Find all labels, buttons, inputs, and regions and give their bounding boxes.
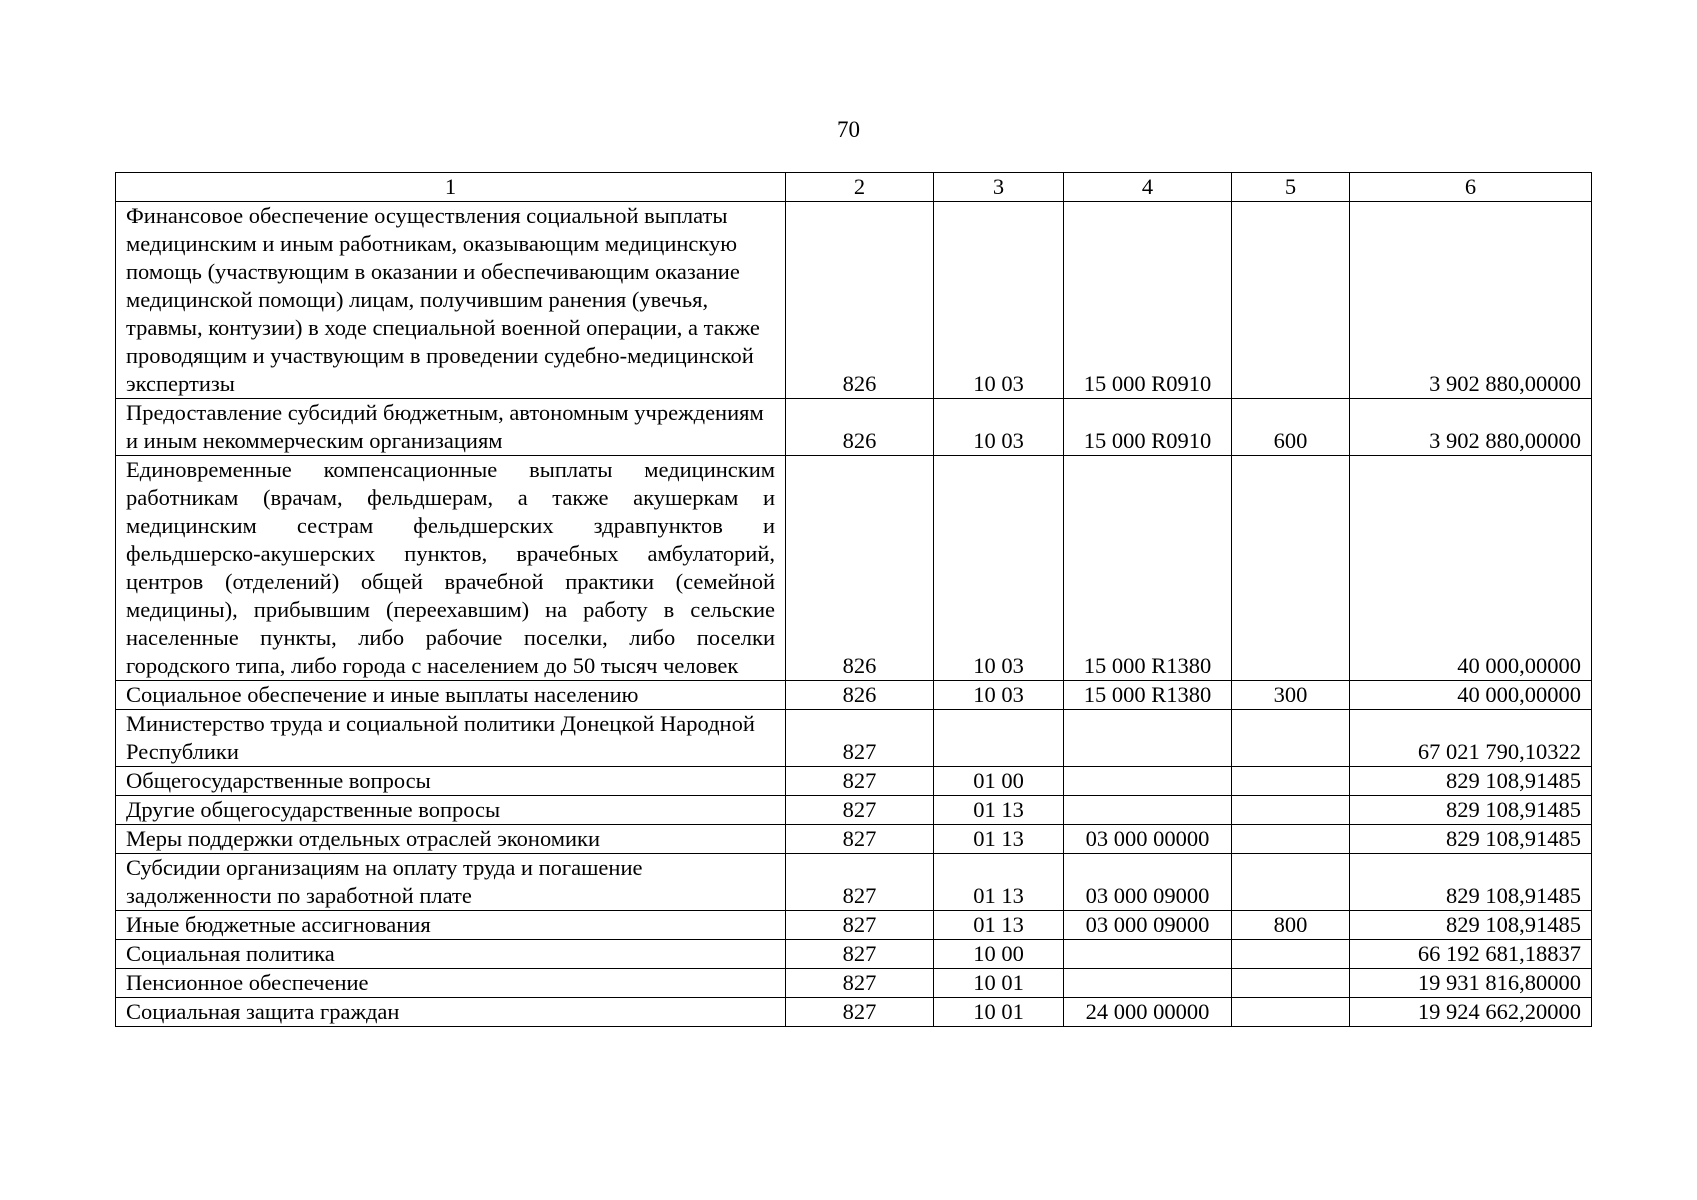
row-chapter: 826 <box>786 681 934 710</box>
row-chapter: 827 <box>786 796 934 825</box>
table-row <box>116 854 1592 911</box>
row-expense <box>1232 767 1350 796</box>
row-target <box>1064 940 1232 969</box>
row-expense <box>1232 940 1350 969</box>
header-cell-6: 6 <box>1350 173 1592 202</box>
row-target <box>1064 767 1232 796</box>
budget-table <box>115 172 1592 1027</box>
row-expense: 600 <box>1232 399 1350 456</box>
row-sum: 67 021 790,10322 <box>1350 710 1592 767</box>
row-expense <box>1232 969 1350 998</box>
row-section: 10 00 <box>934 940 1064 969</box>
row-name: Пенсионное обеспечение <box>116 969 786 998</box>
row-sum: 3 902 880,00000 <box>1350 399 1592 456</box>
row-name: Социальная политика <box>116 940 786 969</box>
row-name: Предоставление субсидий бюджетным, автономным учреждениям и иным некоммерческим организациям <box>116 399 786 456</box>
page-number: 70 <box>837 117 860 142</box>
row-name: Единовременные компенсационные выплаты медицинским работникам (врачам, фельдшерам, а также акушеркам и медицинским сестрам фельдшерских здравпунктов и фельдшерско-акушерских пунктов, врачебных амбулаторий, центров (отделений) общей врачебной практики (семейной медицины), прибывшим (переехавшим) на работу в сельские населенные пункты, либо рабочие поселки, либо поселки городского типа, либо города с населением до 50 тысяч человек <box>116 456 786 681</box>
row-target <box>1064 969 1232 998</box>
row-name: Социальное обеспечение и иные выплаты населению <box>116 681 786 710</box>
row-expense <box>1232 854 1350 911</box>
row-expense <box>1232 202 1350 399</box>
header-cell-3: 3 <box>934 173 1064 202</box>
row-section: 10 03 <box>934 399 1064 456</box>
row-section: 01 13 <box>934 911 1064 940</box>
row-sum: 829 108,91485 <box>1350 854 1592 911</box>
header-cell-1: 1 <box>116 173 786 202</box>
row-name: Меры поддержки отдельных отраслей экономики <box>116 825 786 854</box>
row-expense: 800 <box>1232 911 1350 940</box>
row-section: 01 13 <box>934 796 1064 825</box>
row-target: 15 000 R1380 <box>1064 681 1232 710</box>
row-name: Другие общегосударственные вопросы <box>116 796 786 825</box>
table-row <box>116 969 1592 998</box>
row-name: Министерство труда и социальной политики Донецкой Народной Республики <box>116 710 786 767</box>
table-row <box>116 998 1592 1027</box>
row-expense <box>1232 825 1350 854</box>
row-chapter: 827 <box>786 710 934 767</box>
row-section: 10 03 <box>934 681 1064 710</box>
row-sum: 19 931 816,80000 <box>1350 969 1592 998</box>
row-chapter: 826 <box>786 202 934 399</box>
row-target: 15 000 R0910 <box>1064 202 1232 399</box>
row-sum: 829 108,91485 <box>1350 825 1592 854</box>
row-sum: 66 192 681,18837 <box>1350 940 1592 969</box>
row-expense <box>1232 796 1350 825</box>
row-section <box>934 710 1064 767</box>
row-target <box>1064 796 1232 825</box>
row-section: 10 01 <box>934 998 1064 1027</box>
row-target <box>1064 710 1232 767</box>
row-name: Общегосударственные вопросы <box>116 767 786 796</box>
row-target: 03 000 09000 <box>1064 854 1232 911</box>
row-section: 10 03 <box>934 202 1064 399</box>
table-row <box>116 456 1592 681</box>
table-row <box>116 399 1592 456</box>
table-row <box>116 911 1592 940</box>
row-name: Финансовое обеспечение осуществления социальной выплаты медицинским и иным работникам, оказывающим медицинскую помощь (участвующим в оказании и обеспечивающим оказание медицинской помощи) лицам, получившим ранения (увечья, травмы, контузии) в ходе специальной военной операции, а также проводящим и участвующим в проведении судебно-медицинской экспертизы <box>116 202 786 399</box>
row-chapter: 827 <box>786 911 934 940</box>
row-target: 15 000 R0910 <box>1064 399 1232 456</box>
row-target: 24 000 00000 <box>1064 998 1232 1027</box>
row-target: 03 000 00000 <box>1064 825 1232 854</box>
row-section: 01 13 <box>934 854 1064 911</box>
row-section: 10 01 <box>934 969 1064 998</box>
row-target: 03 000 09000 <box>1064 911 1232 940</box>
row-chapter: 827 <box>786 767 934 796</box>
row-expense <box>1232 710 1350 767</box>
row-sum: 829 108,91485 <box>1350 767 1592 796</box>
row-sum: 40 000,00000 <box>1350 456 1592 681</box>
row-expense: 300 <box>1232 681 1350 710</box>
row-sum: 19 924 662,20000 <box>1350 998 1592 1027</box>
header-cell-2: 2 <box>786 173 934 202</box>
table-row <box>116 796 1592 825</box>
row-name: Субсидии организациям на оплату труда и погашение задолженности по заработной плате <box>116 854 786 911</box>
table-row <box>116 710 1592 767</box>
row-chapter: 827 <box>786 854 934 911</box>
row-chapter: 827 <box>786 998 934 1027</box>
header-row <box>116 173 1592 202</box>
row-chapter: 827 <box>786 969 934 998</box>
row-expense <box>1232 456 1350 681</box>
row-expense <box>1232 998 1350 1027</box>
row-section: 01 00 <box>934 767 1064 796</box>
table-row <box>116 825 1592 854</box>
row-section: 01 13 <box>934 825 1064 854</box>
table-row <box>116 767 1592 796</box>
row-sum: 829 108,91485 <box>1350 911 1592 940</box>
row-name: Социальная защита граждан <box>116 998 786 1027</box>
row-sum: 829 108,91485 <box>1350 796 1592 825</box>
row-section: 10 03 <box>934 456 1064 681</box>
row-chapter: 827 <box>786 825 934 854</box>
row-sum: 40 000,00000 <box>1350 681 1592 710</box>
header-cell-4: 4 <box>1064 173 1232 202</box>
row-name: Иные бюджетные ассигнования <box>116 911 786 940</box>
row-chapter: 827 <box>786 940 934 969</box>
header-cell-5: 5 <box>1232 173 1350 202</box>
table-row <box>116 681 1592 710</box>
row-chapter: 826 <box>786 456 934 681</box>
table-row <box>116 202 1592 399</box>
row-sum: 3 902 880,00000 <box>1350 202 1592 399</box>
table-row <box>116 940 1592 969</box>
row-chapter: 826 <box>786 399 934 456</box>
row-target: 15 000 R1380 <box>1064 456 1232 681</box>
